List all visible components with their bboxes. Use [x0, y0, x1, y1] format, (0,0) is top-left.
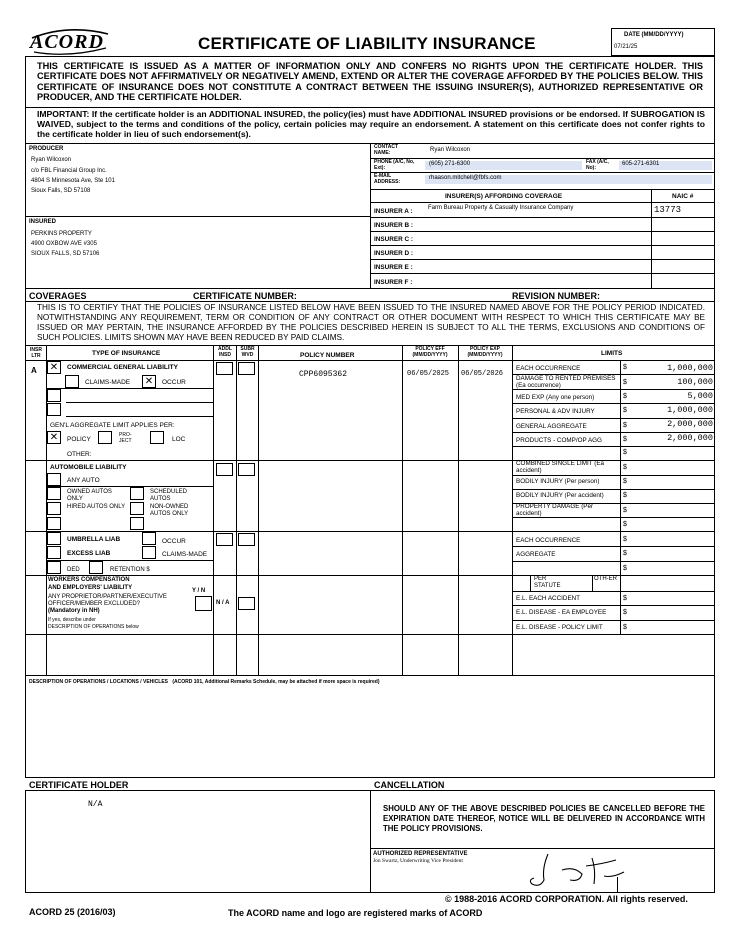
insured-label: INSURED — [29, 219, 57, 225]
wc-limit-label-2: E.L. DISEASE - EA EMPLOYEE — [516, 609, 607, 616]
gl-policy-exp: 06/05/2026 — [461, 370, 504, 378]
gl-blank-checkbox-2[interactable] — [47, 403, 61, 416]
producer-line-2: c/o FBL Financial Group Inc. — [31, 168, 107, 174]
wc-subr-wvd-checkbox[interactable] — [238, 597, 255, 610]
col-policy-number: POLICY NUMBER — [300, 352, 355, 359]
coverages-label: COVERAGES — [29, 291, 87, 301]
auto-owned-label: OWNED AUTOS ONLY — [67, 489, 112, 502]
umbrella-claims-made-checkbox[interactable] — [142, 546, 156, 559]
gl-title: COMMERCIAL GENERAL LIABILITY — [67, 364, 178, 371]
cancellation-label: CANCELLATION — [374, 780, 445, 790]
wc-limit-label-1: E.L. EACH ACCIDENT — [516, 595, 581, 602]
insurer-a-naic: 13773 — [654, 205, 682, 215]
gl-limit-amount-1: 1,000,000 — [667, 363, 713, 373]
auto-limit-label-2: BODILY INJURY (Per person) — [516, 478, 600, 485]
retention-checkbox[interactable] — [89, 561, 103, 574]
gl-project-label: PRO-JECT — [119, 432, 132, 444]
description-label-text: DESCRIPTION OF OPERATIONS / LOCATIONS / VEHICLES — [29, 679, 168, 685]
auto-any-checkbox[interactable] — [47, 473, 61, 486]
ded-checkbox[interactable] — [47, 561, 61, 574]
gl-occur-checkbox[interactable]: ✕ — [142, 375, 156, 388]
gl-limit-label-2: DAMAGE TO RENTED PREMISES (Ea occurrence) — [516, 375, 616, 389]
description-label — [29, 679, 380, 685]
gl-loc-label: LOC — [172, 436, 186, 443]
col-eff: POLICY EFF (MM/DD/YYYY) — [412, 346, 448, 358]
producer-label: PRODUCER — [29, 146, 64, 152]
wc-title-2: AND EMPLOYERS' LIABILITY — [48, 585, 133, 591]
auto-blank-checkbox-2[interactable] — [130, 517, 144, 530]
gl-limit-amount-4: 1,000,000 — [667, 405, 713, 415]
insured-line-2: 4900 OXBOW AVE #305 — [31, 241, 97, 247]
gl-addl-insd-checkbox[interactable] — [216, 362, 233, 375]
contact-name: Ryan Wilcoxon — [430, 147, 471, 153]
umbrella-addl-insd-checkbox[interactable] — [216, 533, 233, 546]
gl-insr-ltr: A — [31, 366, 37, 375]
wc-line-5: DESCRIPTION OF OPERATIONS below — [48, 624, 139, 630]
gl-limit-label-4: PERSONAL & ADV INJURY — [516, 408, 595, 415]
gl-blank-checkbox-1[interactable] — [47, 389, 61, 402]
wc-limit-label-3: E.L. DISEASE - POLICY LIMIT — [516, 624, 603, 631]
gl-claims-made-label: CLAIMS-MADE — [85, 379, 131, 386]
insurer-e-label: INSURER E : — [374, 264, 413, 271]
col-insr-ltr: INSR LTR — [30, 347, 42, 359]
col-type: TYPE OF INSURANCE — [92, 350, 161, 357]
contact-name-label: CONTACT NAME: — [374, 144, 399, 156]
gl-policy-label: POLICY — [67, 436, 91, 443]
naic-label: NAIC # — [672, 193, 694, 200]
auto-subr-wvd-checkbox[interactable] — [238, 463, 255, 476]
phone-label: PHONE (A/C, No, Ext): — [374, 159, 415, 171]
auto-scheduled-label: SCHEDULED AUTOS — [150, 489, 188, 502]
gl-commercial-checkbox[interactable]: ✕ — [47, 361, 61, 374]
fax-label: FAX (A/C, No): — [586, 159, 609, 171]
producer-line-3: 4804 S Minnesota Ave, Ste 101 — [31, 178, 115, 184]
gl-limit-label-3: MED EXP (Any one person) — [516, 394, 595, 401]
auto-any-label: ANY AUTO — [67, 477, 100, 484]
gl-agg-applies-label: GEN'L AGGREGATE LIMIT APPLIES PER: — [50, 422, 175, 429]
excess-label: EXCESS LIAB — [67, 550, 111, 557]
auto-limit-label-3: BODILY INJURY (Per accident) — [516, 492, 604, 499]
gl-limit-amount-3: 5,000 — [687, 391, 713, 401]
umbrella-occur-checkbox[interactable] — [142, 532, 156, 545]
umbrella-occur-label: OCCUR — [162, 538, 186, 545]
phone-value[interactable]: (605) 271-6300 — [425, 161, 582, 170]
insured-line-3: SIOUX FALLS, SD 57106 — [31, 251, 100, 257]
date-value: 07/21/25 — [614, 44, 638, 50]
col-addl: ADDL INSD — [218, 346, 232, 358]
umbrella-claims-made-label: CLAIMS-MADE — [162, 551, 208, 558]
acord-logo — [28, 28, 112, 56]
auto-limit-label-4: PROPERTY DAMAGE (Per accident) — [516, 503, 594, 517]
producer-line-4: Sioux Falls, SD 57108 — [31, 188, 91, 194]
gl-other-label: OTHER: — [67, 451, 92, 458]
copyright-text: © 1988-2016 ACORD CORPORATION. All rights reserved. — [445, 894, 688, 904]
gl-occur-label: OCCUR — [162, 379, 186, 386]
insurer-a-label: INSURER A : — [374, 208, 413, 215]
auto-hired-checkbox[interactable] — [47, 502, 61, 515]
gl-limit-amount-5: 2,000,000 — [667, 419, 713, 429]
gl-limit-label-5: GENERAL AGGREGATE — [516, 423, 587, 430]
insurer-d-label: INSURER D : — [374, 250, 414, 257]
col-subr: SUBR WVD — [240, 346, 255, 358]
ded-label: DED — [67, 567, 80, 573]
form-number: ACORD 25 (2016/03) — [29, 907, 116, 917]
col-exp: POLICY EXP (MM/DD/YYYY) — [467, 346, 503, 358]
signature-image — [520, 848, 640, 893]
auto-non-owned-label: NON-OWNED AUTOS ONLY — [150, 504, 189, 517]
insured-line-1: PERKINS PROPERTY — [31, 231, 92, 237]
cancellation-text: SHOULD ANY OF THE ABOVE DESCRIBED POLICIES BE CANCELLED BEFORE THE EXPIRATION DATE THEREOF, NOTICE WILL BE DELIVERED IN ACCORDANCE WITH THE POLICY PROVISIONS. — [383, 804, 705, 833]
gl-limit-label-6: PRODUCTS - COMP/OP AGG — [516, 437, 602, 444]
certificate-number-label: CERTIFICATE NUMBER: — [193, 291, 297, 301]
wc-yn-label: Y / N — [192, 588, 206, 594]
wc-na-label: N / A — [216, 600, 230, 606]
auto-title: AUTOMOBILE LIABILITY — [50, 464, 127, 471]
excess-checkbox[interactable] — [47, 546, 61, 559]
acord-logo-text: ACORD — [30, 31, 104, 53]
gl-policy-eff: 06/05/2025 — [407, 370, 450, 378]
gl-claims-made-checkbox[interactable] — [65, 375, 79, 388]
producer-line-1: Ryan Wilcoxon — [31, 157, 72, 163]
coverages-text: THIS IS TO CERTIFY THAT THE POLICIES OF INSURANCE LISTED BELOW HAVE BEEN ISSUED TO THE INSURED NAMED ABOVE FOR THE POLICY PERIOD INDICATED. NOTWITHSTANDING ANY REQUIREMENT, TERM OR CONDITION OF ANY CONTRACT OR OTHER DOCUMENT WITH RESPECT TO WHICH THIS CERTIFICATE MAY BE ISSUED OR MAY PERTAIN, THE INSURANCE AFFORDED BY THE POLICIES DESCRIBED HEREIN IS SUBJECT TO ALL THE TERMS, EXCLUSIONS AND CONDITIONS OF SUCH POLICIES. LIMITS SHOWN MAY HAVE BEEN REDUCED BY PAID CLAIMS. — [37, 303, 705, 342]
important-text: IMPORTANT: If the certificate holder is an ADDITIONAL INSURED, the policy(ies) must have ADDITIONAL INSURED provisions or be endorsed. If SUBROGATION IS WAIVED, subject to the terms and conditions of the policy, certain policies may require an endorsement. A statement on this certificate does not confer rights to the certificate holder in lieu of such endorsement(s). — [37, 109, 705, 139]
wc-per-statute: PER STATUTE — [534, 576, 561, 589]
wc-title-1: WORKERS COMPENSATION — [48, 577, 130, 583]
description-area[interactable] — [26, 688, 714, 776]
umbrella-limit-label-2: AGGREGATE — [516, 551, 556, 558]
auto-addl-insd-checkbox[interactable] — [216, 463, 233, 476]
insurers-heading: INSURER(S) AFFORDING COVERAGE — [445, 193, 563, 200]
wc-oth-er: OTH-ER — [594, 576, 617, 582]
umbrella-checkbox[interactable] — [47, 532, 61, 545]
authorized-rep-label: AUTHORIZED REPRESENTATIVE — [373, 851, 468, 857]
auto-owned-checkbox[interactable] — [47, 487, 61, 500]
retention-label: RETENTION $ — [110, 567, 150, 573]
authorized-rep-name: Jon Swartz, Underwriting Vice President — [373, 858, 463, 864]
certificate-holder-label: CERTIFICATE HOLDER — [29, 780, 129, 790]
gl-limit-label-1: EACH OCCURRENCE — [516, 365, 581, 372]
insurer-b-label: INSURER B : — [374, 222, 414, 229]
certificate-holder-value: N/A — [88, 800, 103, 809]
gl-policy-checkbox[interactable]: ✕ — [47, 431, 61, 444]
gl-limit-amount-2: 100,000 — [677, 377, 713, 387]
revision-number-label: REVISION NUMBER: — [512, 291, 601, 301]
wc-yn-box[interactable] — [195, 596, 212, 611]
gl-limit-amount-6: 2,000,000 — [667, 433, 713, 443]
gl-policy-number: CPP6095362 — [299, 370, 348, 379]
trademark-text: The ACORD name and logo are registered marks of ACORD — [228, 908, 483, 918]
insurer-f-label: INSURER F : — [374, 279, 413, 286]
auto-blank-checkbox-1[interactable] — [47, 517, 61, 530]
gl-loc-checkbox[interactable] — [150, 431, 164, 444]
auto-limit-label-1: COMBINED SINGLE LIMIT (Ea accident) — [516, 460, 605, 474]
insurer-c-label: INSURER C : — [374, 236, 414, 243]
auto-hired-label: HIRED AUTOS ONLY — [67, 504, 126, 510]
umbrella-label: UMBRELLA LIAB — [67, 536, 121, 543]
wc-line-1: ANY PROPRIETOR/PARTNER/EXECUTIVE — [48, 594, 167, 600]
umbrella-subr-wvd-checkbox[interactable] — [238, 533, 255, 546]
gl-subr-wvd-checkbox[interactable] — [238, 362, 255, 375]
wc-line-2: OFFICER/MEMBER EXCLUDED? — [48, 601, 141, 607]
auto-scheduled-checkbox[interactable] — [130, 487, 144, 500]
notice-text: THIS CERTIFICATE IS ISSUED AS A MATTER OF INFORMATION ONLY AND CONFERS NO RIGHTS UPON THE CERTIFICATE HOLDER. THIS CERTIFICATE DOES NOT AFFIRMATIVELY OR NEGATIVELY AMEND, EXTEND OR ALTER THE COVERAGE AFFORDED BY THE POLICIES BELOW. THIS CERTIFICATE OF INSURANCE DOES NOT CONSTITUTE A CONTRACT BETWEEN THE ISSUING INSURER(S), AUTHORIZED REPRESENTATIVE OR PRODUCER, AND THE CERTIFICATE HOLDER. — [37, 61, 703, 103]
email-value[interactable]: rhaason.mitchell@fbfs.com — [425, 175, 712, 184]
wc-line-4: If yes, describe under — [48, 617, 96, 623]
description-note: (ACORD 101, Additional Remarks Schedule, may be attached if more space is required) — [172, 679, 380, 685]
insurer-a-name: Farm Bureau Property & Casualty Insurance Company — [428, 205, 574, 211]
gl-project-checkbox[interactable] — [98, 431, 112, 444]
fax-value[interactable]: 605-271-6301 — [619, 161, 712, 170]
date-label: DATE (MM/DD/YYYY) — [624, 32, 684, 38]
wc-line-3: (Mandatory in NH) — [48, 608, 100, 614]
col-limits: LIMITS — [601, 350, 623, 357]
auto-non-owned-checkbox[interactable] — [130, 502, 144, 515]
email-label: E-MAIL ADDRESS: — [374, 173, 401, 185]
umbrella-limit-label-1: EACH OCCURRENCE — [516, 537, 581, 544]
page-title: CERTIFICATE OF LIABILITY INSURANCE — [198, 34, 536, 53]
